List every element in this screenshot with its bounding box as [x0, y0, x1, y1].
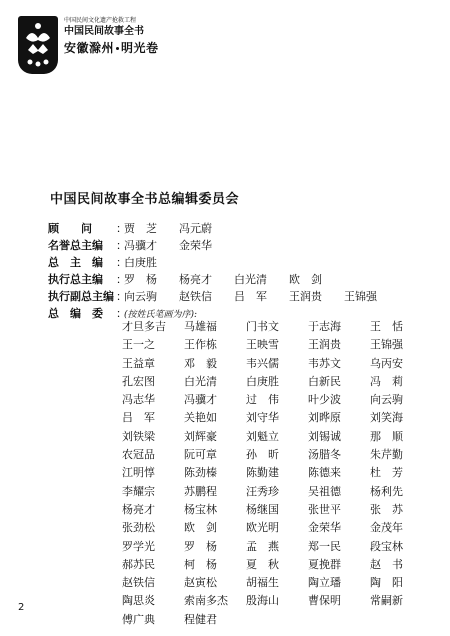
- committee-member-name: 关艳如: [184, 411, 217, 425]
- committee-member-name: 曹保明: [308, 594, 341, 608]
- role-name: 吕 军: [234, 290, 267, 303]
- committee-member-name: 吴祖德: [308, 484, 341, 498]
- role-label: 总 主 编: [48, 256, 103, 269]
- committee-member-name: 刘铁梁: [122, 429, 155, 443]
- role-name: 赵铁信: [179, 290, 212, 303]
- role-name: 欧 剑: [289, 273, 322, 286]
- committee-member-name: 王一之: [122, 338, 155, 352]
- role-name: 贾 芝: [124, 222, 157, 235]
- role-colon: ：: [116, 273, 127, 286]
- committee-member-name: 王映雪: [246, 338, 279, 352]
- committee-member-name: 段宝林: [370, 539, 403, 553]
- committee-member-name: 吕 军: [122, 411, 155, 425]
- committee-member-name: 白庚胜: [246, 374, 279, 388]
- committee-member-name: 傅广典: [122, 612, 155, 626]
- committee-member-name: 邓 毅: [184, 356, 217, 370]
- committee-member-name: 乌丙安: [370, 356, 403, 370]
- committee-member-name: 韦兴儒: [246, 356, 279, 370]
- role-colon: ：: [116, 256, 127, 269]
- committee-member-name: 那 顺: [370, 429, 403, 443]
- committee-member-name: 郝苏民: [122, 557, 155, 571]
- committee-member-name: 杨宝林: [184, 502, 217, 516]
- committee-member-name: 刘辉豪: [184, 429, 217, 443]
- committee-member-name: 杨亮才: [122, 502, 155, 516]
- committee-member-name: 陈德来: [308, 466, 341, 480]
- committee-member-name: 欧光明: [246, 521, 279, 535]
- committee-member-name: 夏挽群: [308, 557, 341, 571]
- role-name: 罗 杨: [124, 273, 157, 286]
- role-name: 杨亮才: [179, 273, 212, 286]
- role-list: [48, 220, 428, 322]
- committee-member-name: 冯骥才: [184, 393, 217, 407]
- committee-member-name: 向云驹: [370, 393, 403, 407]
- committee-member-name: 马雄福: [184, 320, 217, 333]
- committee-member-name: 刘晔原: [308, 411, 341, 425]
- series-subtitle: 中国民间文化遗产抢救工程: [64, 17, 137, 24]
- committee-member-name: 汪秀珍: [246, 484, 279, 498]
- role-colon: ：: [116, 290, 127, 303]
- committee-member-name: 金茂年: [370, 521, 403, 535]
- committee-member-name: 罗学光: [122, 539, 155, 553]
- committee-title: 中国民间故事全书总编辑委员会: [50, 192, 240, 207]
- committee-member-name: 王润贵: [308, 338, 341, 352]
- committee-member-name: 张劲松: [122, 521, 155, 535]
- committee-member-name: 杨利先: [370, 484, 403, 498]
- committee-member-name: 赵 书: [370, 557, 403, 571]
- series-header-text: [64, 16, 224, 57]
- role-label: 执行副总主编: [48, 290, 114, 303]
- series-logo-icon: [18, 16, 58, 74]
- committee-member-name: 罗 杨: [184, 539, 217, 553]
- committee-member-name: 白新民: [308, 374, 341, 388]
- committee-member-name: 刘守华: [246, 411, 279, 425]
- committee-member-name: 柯 杨: [184, 557, 217, 571]
- committee-member-name: 王益章: [122, 356, 155, 370]
- committee-member-name: 白光清: [184, 374, 217, 388]
- role-row-chief-editor: [48, 254, 428, 271]
- ordering-note: (按姓氏笔画为序):: [124, 310, 198, 320]
- committee-member-name: 郑一民: [308, 539, 341, 553]
- committee-member-name: 胡福生: [246, 576, 279, 590]
- committee-member-name: 阮可章: [184, 448, 217, 462]
- role-row-honorary-editor: [48, 237, 428, 254]
- committee-member-name: 欧 剑: [184, 521, 217, 535]
- committee-member-name: 王 恬: [370, 320, 403, 333]
- committee-member-name: 夏 秋: [246, 557, 279, 571]
- committee-member-name: 农冠品: [122, 448, 155, 462]
- committee-member-name: 陶思炎: [122, 594, 155, 608]
- role-row-executive-deputy-editor: [48, 288, 428, 305]
- role-name: 王润贵: [289, 290, 322, 303]
- committee-member-name: 陶立璠: [308, 576, 341, 590]
- role-label: 顾 问: [48, 222, 92, 235]
- role-name: 王锦强: [344, 290, 377, 303]
- committee-member-grid: [122, 318, 442, 629]
- separator-dot: [116, 47, 119, 50]
- role-row-executive-editor: [48, 271, 428, 288]
- role-name: 冯骥才: [124, 239, 157, 252]
- committee-member-name: 王锦强: [370, 338, 403, 352]
- role-name: 向云驹: [124, 290, 157, 303]
- committee-member-name: 张 苏: [370, 502, 403, 516]
- committee-member-name: 于志海: [308, 320, 341, 333]
- committee-member-name: 李耀宗: [122, 484, 155, 498]
- committee-member-name: 刘笑海: [370, 411, 403, 425]
- role-colon: ：: [116, 307, 127, 320]
- committee-member-name: 杜 芳: [370, 466, 403, 480]
- series-title: 中国民间故事全书: [64, 26, 144, 37]
- committee-member-name: 孙 昕: [246, 448, 279, 462]
- committee-member-name: 韦苏文: [308, 356, 341, 370]
- role-row-advisor: [48, 220, 428, 237]
- role-name: 白庚胜: [124, 256, 157, 269]
- volume-suffix: 明光卷: [121, 41, 159, 55]
- page-number: 2: [18, 602, 25, 613]
- committee-member-name: 陈勤建: [246, 466, 279, 480]
- committee-member-name: 汤腊冬: [308, 448, 341, 462]
- committee-member-name: 孟 燕: [246, 539, 279, 553]
- committee-member-name: 江明惇: [122, 466, 155, 480]
- committee-member-name: 索南多杰: [184, 594, 228, 608]
- committee-member-name: 陶 阳: [370, 576, 403, 590]
- series-header: [18, 16, 218, 76]
- volume-prefix: 安徽滁州: [64, 41, 115, 55]
- role-label: 名誉总主编: [48, 239, 103, 252]
- role-label: 总 编 委: [48, 307, 103, 320]
- committee-member-name: 赵寅松: [184, 576, 217, 590]
- role-label: 执行总主编: [48, 273, 103, 286]
- committee-member-name: 冯 莉: [370, 374, 403, 388]
- committee-member-name: 才旦多吉: [122, 320, 166, 333]
- committee-member-name: 朱芹勤: [370, 448, 403, 462]
- committee-member-name: 陈劲榛: [184, 466, 217, 480]
- committee-member-name: 张世平: [308, 502, 341, 516]
- committee-member-name: 殷海山: [246, 594, 279, 608]
- role-name: 冯元蔚: [179, 222, 212, 235]
- role-colon: ：: [116, 239, 127, 252]
- committee-member-name: 王作栋: [184, 338, 217, 352]
- committee-member-name: 常嗣新: [370, 594, 403, 608]
- committee-member-name: 过 伟: [246, 393, 279, 407]
- committee-member-name: 杨继国: [246, 502, 279, 516]
- committee-member-name: 赵铁信: [122, 576, 155, 590]
- role-colon: ：: [116, 222, 127, 235]
- role-name: 白光清: [234, 273, 267, 286]
- committee-member-name: 孔宏图: [122, 374, 155, 388]
- committee-member-name: 苏鹏程: [184, 484, 217, 498]
- committee-member-name: 程健君: [184, 612, 217, 626]
- committee-member-name: 门书文: [246, 320, 279, 333]
- committee-member-name: 刘锡诚: [308, 429, 341, 443]
- volume-title: [64, 39, 224, 57]
- committee-member-name: 金荣华: [308, 521, 341, 535]
- committee-member-name: 刘魁立: [246, 429, 279, 443]
- role-name: 金荣华: [179, 239, 212, 252]
- committee-member-name: 冯志华: [122, 393, 155, 407]
- committee-member-name: 叶少波: [308, 393, 341, 407]
